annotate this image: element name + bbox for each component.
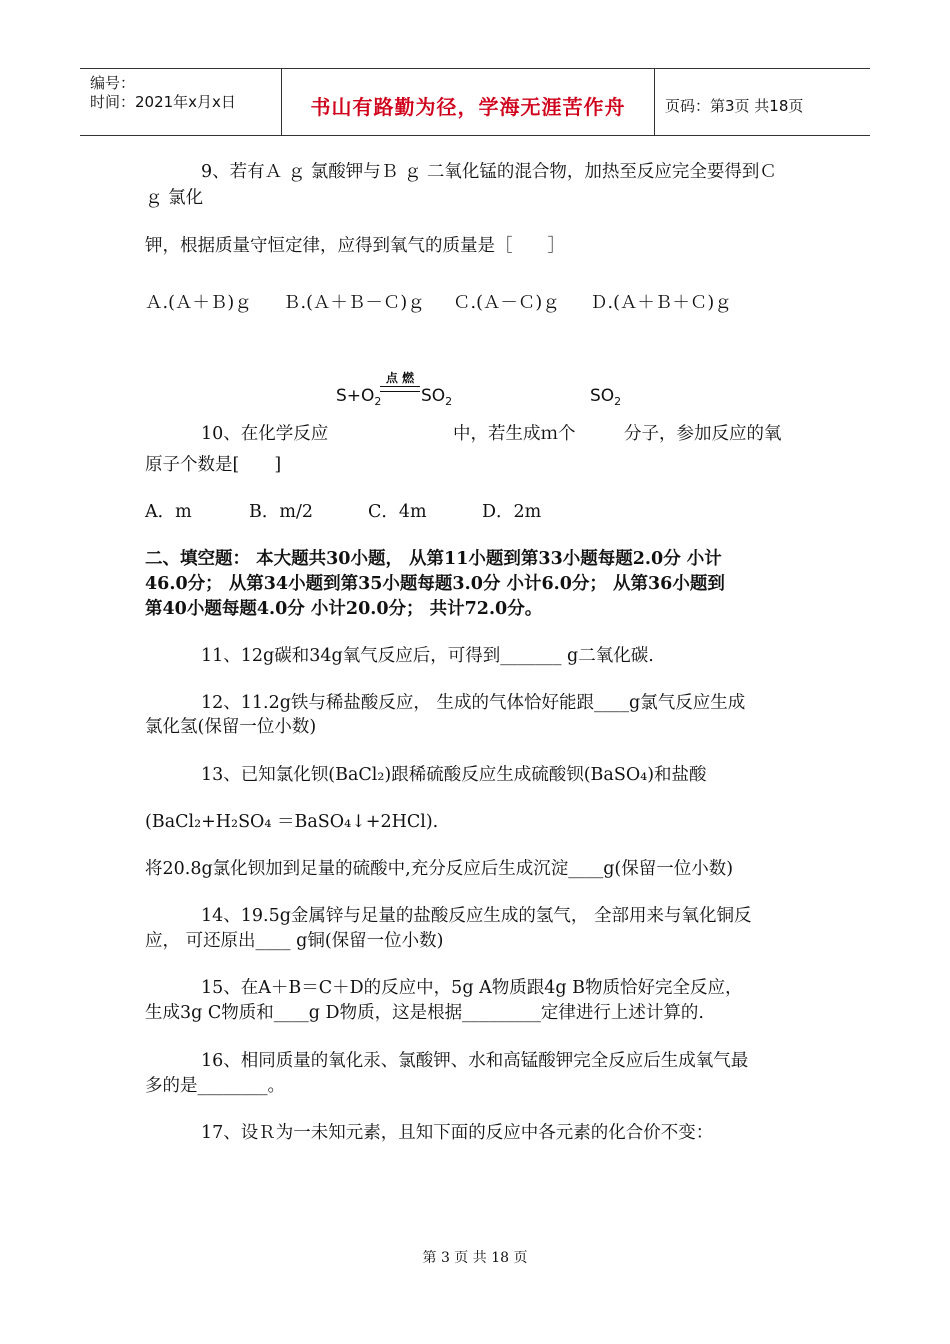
q10-option-b: B．m/2	[249, 502, 313, 522]
equation-molecule: $SO_2$	[590, 386, 622, 408]
equation-condition	[380, 371, 420, 392]
q16-line1: 16、相同质量的氧化汞、氯酸钾、水和高锰酸钾完全反应后生成氧气最	[201, 1051, 749, 1071]
q10-line1-part2: 中，若生成ｍ个	[453, 424, 576, 444]
q13-line1: 13、已知氯化钡(BaCl₂)跟稀硫酸反应生成硫酸钡(BaSO₄)和盐酸	[201, 765, 707, 785]
q9-option-c: Ｃ.(Ａ－Ｃ)ｇ	[453, 293, 560, 313]
q13-line3: 将20.8g氯化钡加到足量的硫酸中,充分反应后生成沉淀____g(保留一位小数)	[145, 859, 734, 879]
q10-line1-part3: 分子，参加反应的氧	[624, 424, 782, 444]
header-bottom-border	[80, 135, 870, 136]
q16-line2: 多的是________。	[145, 1076, 285, 1096]
q13-line2: (BaCl₂+H₂SO₄ ＝BaSO₄↓+2HCl).	[145, 812, 439, 832]
q12-line1: 12、11.2g铁与稀盐酸反应， 生成的气体恰好能跟____g氯气反应生成	[201, 693, 746, 713]
q15-line2: 生成3g C物质和____g D物质，这是根据_________定律进行上述计算的.	[145, 1003, 704, 1023]
q9-option-d: Ｄ.(Ａ＋Ｂ＋Ｃ)ｇ	[590, 293, 732, 313]
q10-option-a: A．m	[145, 502, 192, 522]
q10-option-c: C．4m	[368, 502, 427, 522]
q9-line1: 9、若有Ａ ｇ 氯酸钾与Ｂ ｇ 二氧化锰的混合物，加热至反应完全要得到Ｃ	[201, 162, 777, 182]
q10-option-d: D．2m	[482, 502, 542, 522]
header-page-info: 页码：第3页 共18页	[665, 97, 804, 115]
header-top-border	[80, 68, 870, 69]
q15-line1: 15、在A＋B＝C＋D的反应中，5g A物质跟4g B物质恰好完全反应，	[201, 978, 743, 998]
equation-condition-label: 点 燃	[385, 371, 415, 385]
q14-line2: 应， 可还原出____ g铜(保留一位小数)	[145, 931, 444, 951]
q9-option-b: Ｂ.(Ａ＋Ｂ－Ｃ)ｇ	[283, 293, 425, 313]
equation-reactants: $S+O_2$	[336, 386, 382, 408]
q11-line1: 11、12g碳和34g氧气反应后，可得到_______ g二氧化碳.	[201, 646, 654, 666]
q9-option-a: Ａ.(Ａ＋Ｂ)ｇ	[145, 293, 252, 313]
q14-line1: 14、19.5g金属锌与足量的盐酸反应生成的氢气， 全部用来与氧化铜反	[201, 906, 752, 926]
section2-line1: 二、填空题： 本大题共30小题， 从第11小题到第33小题每题2.0分 小计	[145, 549, 722, 569]
q17-line1: 17、设Ｒ为一未知元素，且知下面的反应中各元素的化合价不变：	[201, 1123, 714, 1143]
q12-line2: 氯化氢(保留一位小数)	[145, 717, 317, 737]
section2-line2: 46.0分； 从第34小题到第35小题每题3.0分 小计6.0分； 从第36小题到	[145, 574, 725, 594]
q9-line3: 钾，根据质量守恒定律，应得到氧气的质量是［ ］	[145, 236, 565, 256]
header-divider-right	[654, 68, 655, 136]
header-number-label: 编号：	[90, 74, 136, 92]
header-time-label: 时间：2021年x月x日	[90, 93, 236, 111]
q10-line2: 原子个数是[ ]	[145, 455, 282, 475]
equation-double-line	[380, 386, 420, 392]
q9-line2: ｇ 氯化	[145, 188, 204, 208]
equation-product: $SO_2$	[421, 386, 453, 408]
header-motto: 书山有路勤为径，学海无涯苦作舟	[310, 95, 626, 119]
q10-line1-part1: 10、在化学反应	[201, 424, 329, 444]
page-footer: 第 3 页 共 18 页	[422, 1250, 528, 1266]
section2-line3: 第40小题每题4.0分 小计20.0分； 共计72.0分。	[145, 599, 543, 619]
